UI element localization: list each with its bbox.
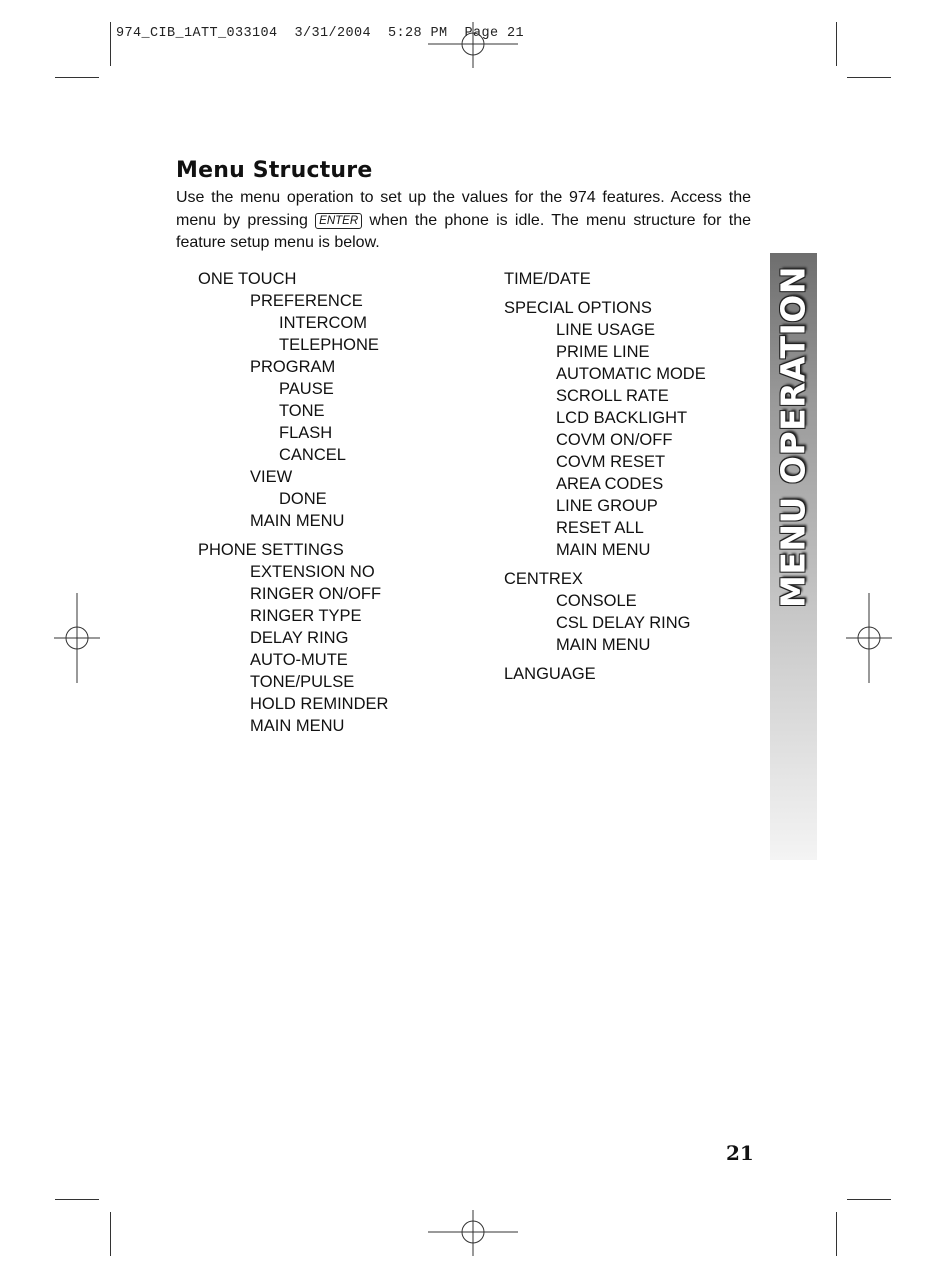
registration-mark-icon — [54, 593, 100, 683]
crop-mark — [836, 22, 837, 66]
menu-item: TONE — [279, 402, 325, 420]
menu-category: SPECIAL OPTIONS — [504, 299, 652, 317]
registration-mark-icon — [428, 1210, 518, 1256]
menu-item: RINGER TYPE — [250, 607, 362, 625]
menu-item: MAIN MENU — [250, 512, 345, 530]
intro-paragraph — [176, 187, 751, 255]
menu-item: SCROLL RATE — [556, 387, 669, 405]
menu-item: MAIN MENU — [250, 717, 345, 735]
menu-category: CENTREX — [504, 570, 583, 588]
menu-item: AREA CODES — [556, 475, 664, 493]
crop-mark — [110, 1212, 111, 1256]
menu-category: TIME/DATE — [504, 270, 591, 288]
menu-item: AUTO-MUTE — [250, 651, 348, 669]
crop-mark — [847, 77, 891, 78]
menu-item: MAIN MENU — [556, 541, 651, 559]
page-number: 21 — [726, 1141, 754, 1165]
menu-item: LINE USAGE — [556, 321, 656, 339]
menu-item: INTERCOM — [279, 314, 367, 332]
menu-category: LANGUAGE — [504, 665, 596, 683]
menu-item: LCD BACKLIGHT — [556, 409, 688, 427]
menu-item: COVM ON/OFF — [556, 431, 673, 449]
menu-item: COVM RESET — [556, 453, 666, 471]
menu-item: EXTENSION NO — [250, 563, 375, 581]
intro-text-before-key: Use the menu operation to set up the values for the 974 features. Access the menu by pressing — [176, 189, 751, 229]
menu-item: MAIN MENU — [556, 636, 651, 654]
crop-mark — [55, 77, 99, 78]
crop-mark — [847, 1199, 891, 1200]
menu-item: DELAY RING — [250, 629, 349, 647]
menu-tree-left-column — [198, 268, 388, 737]
menu-item: CSL DELAY RING — [556, 614, 691, 632]
menu-item: PAUSE — [279, 380, 334, 398]
menu-tree-right-column — [504, 268, 706, 685]
print-slug: 974_CIB_1ATT_033104 3/31/2004 5:28 PM Page 21 — [116, 26, 525, 41]
intro-text-after-key: when the phone is idle. The menu structure for the feature setup menu is below. — [176, 211, 751, 251]
enter-key-icon: ENTER — [315, 213, 362, 229]
menu-category: PHONE SETTINGS — [198, 541, 344, 559]
crop-mark — [836, 1212, 837, 1256]
menu-item: HOLD REMINDER — [250, 695, 389, 713]
menu-item: CONSOLE — [556, 592, 637, 610]
menu-item: PROGRAM — [250, 358, 336, 376]
menu-item: RESET ALL — [556, 519, 644, 537]
menu-item: PRIME LINE — [556, 343, 650, 361]
menu-item: PREFERENCE — [250, 292, 363, 310]
menu-item: RINGER ON/OFF — [250, 585, 382, 603]
menu-item: VIEW — [250, 468, 293, 486]
menu-item: CANCEL — [279, 446, 346, 464]
section-heading: Menu Structure — [176, 158, 373, 183]
menu-item: LINE GROUP — [556, 497, 658, 515]
menu-item: TONE/PULSE — [250, 673, 355, 691]
menu-category: ONE TOUCH — [198, 270, 297, 288]
menu-item: AUTOMATIC MODE — [556, 365, 706, 383]
registration-mark-icon — [428, 22, 518, 68]
registration-mark-icon — [846, 593, 892, 683]
menu-item: FLASH — [279, 424, 333, 442]
crop-mark — [55, 1199, 99, 1200]
crop-mark — [110, 22, 111, 66]
menu-item: DONE — [279, 490, 327, 508]
menu-item: TELEPHONE — [279, 336, 379, 354]
section-side-tab-label: MENU OPERATION — [773, 266, 813, 608]
